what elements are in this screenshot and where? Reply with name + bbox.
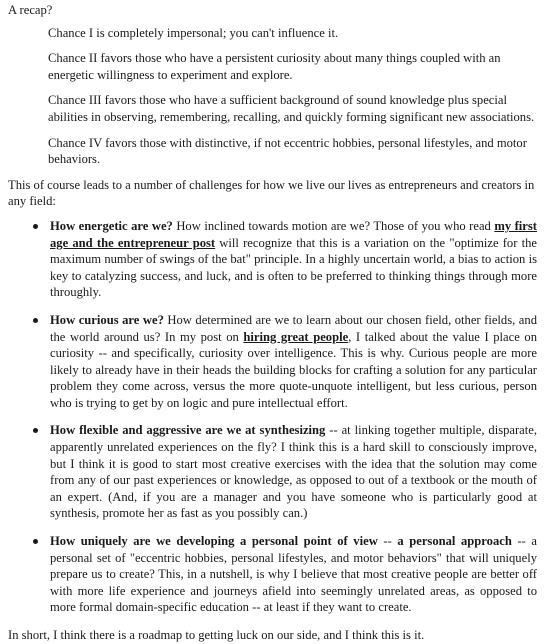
intro-line: A recap? — [8, 3, 53, 17]
closing-paragraph: In short, I think there is a roadmap to getting luck on our side, and I think this is it. — [8, 628, 425, 642]
chance-iv-paragraph: Chance IV favors those with distinctive, if not eccentric hobbies, personal lifestyles, and motor behaviors. — [48, 135, 527, 167]
bullet-heading: How uniquely are we developing a personal point of view — [50, 534, 378, 549]
list-item-curious — [50, 312, 537, 412]
chance-i-paragraph: Chance I is completely impersonal; you can't influence it. — [48, 25, 339, 40]
bullet-text: will recognize that this is a variation on the "optimize for the maximum number of swings of the bat" principle. In a highly uncertain world, a bias to action is key to catalyzing success, and luck, and is often to be preferred to thinking things through more throughly. — [50, 235, 537, 300]
list-item-energetic — [50, 218, 537, 301]
lead-paragraph: This of course leads to a number of challenges for how we live our lives as entrepreneurs and creators in any field: — [8, 177, 535, 209]
bullet-heading-secondary: a personal approach — [397, 534, 512, 549]
challenges-list — [8, 218, 537, 616]
hiring-great-people-link[interactable]: hiring great people — [243, 329, 349, 344]
list-item-synthesizing — [50, 422, 537, 522]
bullet-text: -- a personal set of "eccentric hobbies, personal lifestyles, and motor behaviors" that will uniquely prepare us to create? This, in a nutshell, is why I believe that most creative people are better off with more life experience and journeys afield into seemingly unrelated areas, as opposed to more formal domain-specific education -- at least if they want to create. — [50, 534, 538, 615]
bullet-text: -- at linking together multiple, disparate, apparently unrelated experiences on the fly? I think this is a hard skill to consciously improve, but I think it is good to start most creative exercises with the idea that the solution may come from any of our past experiences or knowledge, as opposed to out of a textbook or the mouth of an expert. (And, if you are a manager and you have someone who is particularly good at synthesis, promote her as fast as you possibly can.) — [50, 423, 538, 521]
chance-iii-paragraph: Chance III favors those who have a sufficient background of sound knowledge plus special abilities in observing, remembering, recalling, and quickly forming significant new associations. — [48, 93, 535, 124]
first-age-post-link[interactable]: my first age and the entrepreneur post — [50, 218, 537, 250]
bullet-text: , I talked about the value I place on curiosity -- and specifically, curiosity over intelligence. This is why. Curious people are more likely to already have in their heads the building blocks for crafting a solution for any particular problem they come across, versus the more quote-unquote intelligent, but less curious, person who is trying to get by on logic and pure intellectual effort. — [50, 329, 537, 410]
chance-ii-paragraph: Chance II favors those who have a persistent curiosity about many things coupled with an energetic willingness to experiment and explore. — [48, 51, 501, 82]
bullet-text: How inclined towards motion are we? Those of you who read — [172, 218, 495, 233]
bullet-heading: How curious are we? — [50, 312, 164, 327]
list-item-point-of-view — [50, 533, 537, 616]
bullet-heading: How flexible and aggressive are we at synthesizing — [50, 423, 326, 438]
bullet-heading: How energetic are we? — [50, 218, 173, 233]
bullet-text: How determined are we to learn about our chosen field, other fields, and the world around us? In my post on — [50, 312, 537, 344]
bullet-separator: -- — [377, 534, 398, 549]
